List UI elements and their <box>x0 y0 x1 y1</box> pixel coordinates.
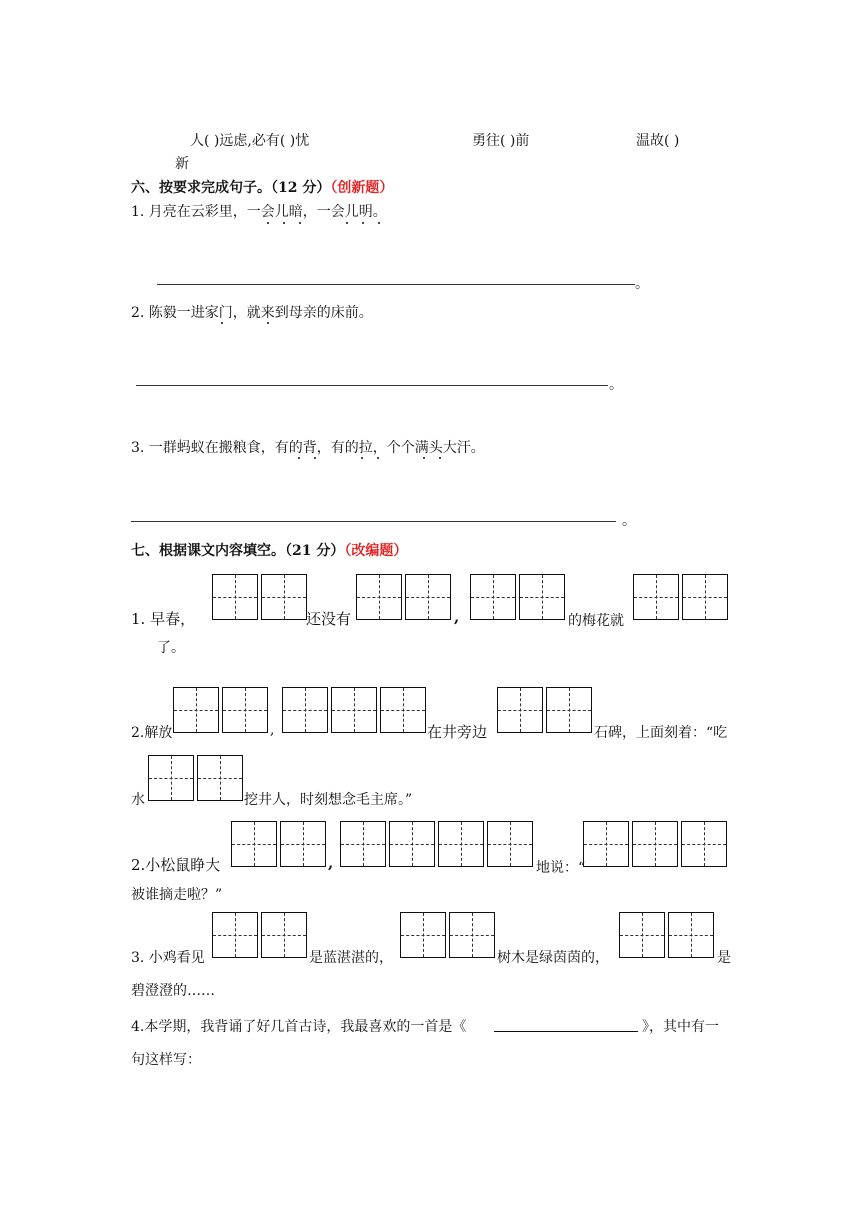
char-cell[interactable] <box>619 912 665 958</box>
s7-q4-text-c: 树木是绿茵茵的， <box>497 950 609 966</box>
char-cell[interactable] <box>519 574 565 620</box>
emphasis-dot <box>439 457 441 459</box>
idiom-3-continuation: 新 <box>175 156 189 172</box>
char-cell[interactable] <box>497 687 543 733</box>
char-grid[interactable] <box>470 574 565 621</box>
char-cell[interactable] <box>632 821 678 867</box>
s7-q3-text-b: , <box>328 854 334 872</box>
char-grid[interactable] <box>148 755 243 802</box>
s7-q4-text-d: 是 <box>717 950 731 966</box>
period-1: 。 <box>635 276 649 292</box>
char-cell[interactable] <box>389 821 435 867</box>
char-grid[interactable] <box>400 912 495 959</box>
char-grid[interactable] <box>633 574 728 621</box>
char-cell[interactable] <box>261 912 307 958</box>
char-cell[interactable] <box>212 574 258 620</box>
char-cell[interactable] <box>282 687 328 733</box>
emphasis-dot <box>378 222 380 224</box>
s7-q1-text-d: 的梅花就 <box>568 613 624 629</box>
char-grid[interactable] <box>212 574 307 621</box>
char-cell[interactable] <box>280 821 326 867</box>
emphasis-dot <box>221 322 223 324</box>
s7-q2-text-e: 水 <box>131 792 145 808</box>
section-6-title: 六、按要求完成句子。（12 分） <box>131 180 331 196</box>
char-grid[interactable] <box>282 687 426 734</box>
char-cell[interactable] <box>148 755 194 801</box>
char-cell[interactable] <box>380 687 426 733</box>
char-cell[interactable] <box>633 574 679 620</box>
s7-q2-text-f: 挖井人，时刻想念毛主席。” <box>244 792 413 808</box>
char-cell[interactable] <box>231 821 277 867</box>
s7-q2-text-d: 石碑，上面刻着：“吃 <box>594 725 728 741</box>
poem-title-blank[interactable] <box>494 1031 638 1032</box>
answer-line-3[interactable] <box>131 521 616 522</box>
section-7-tag: （改编题） <box>344 543 408 559</box>
char-cell[interactable] <box>356 574 402 620</box>
emphasis-dot <box>299 222 301 224</box>
emphasis-dot <box>361 457 363 459</box>
s7-q1-text-c: , <box>454 608 460 626</box>
s6-question-1: 1. 月亮在云彩里，一会儿暗，一会儿明。 <box>131 204 387 220</box>
s7-q5-text-a: 4.本学期，我背诵了好几首古诗，我最喜欢的一首是《 <box>131 1019 467 1035</box>
char-cell[interactable] <box>331 687 377 733</box>
emphasis-dot <box>377 457 379 459</box>
s7-q5-text-b: 》，其中有一 <box>642 1019 719 1035</box>
s7-q2-text-c: 在井旁边 <box>427 723 488 741</box>
idiom-2: 勇往( )前 <box>472 133 530 149</box>
section-6-heading <box>131 177 393 197</box>
s7-q1-text-b: 还没有 <box>306 610 352 628</box>
char-cell[interactable] <box>197 755 243 801</box>
char-grid[interactable] <box>173 687 268 734</box>
s7-q2-text-b: , <box>270 722 275 738</box>
char-cell[interactable] <box>212 912 258 958</box>
idiom-3: 温故( ) <box>636 133 680 149</box>
section-7-title: 七、根据课文内容填空。（21 分） <box>131 543 345 559</box>
emphasis-dot <box>298 457 300 459</box>
char-cell[interactable] <box>173 687 219 733</box>
emphasis-dot <box>314 457 316 459</box>
s7-q4-text-b: 是蓝湛湛的， <box>309 950 393 966</box>
char-cell[interactable] <box>261 574 307 620</box>
char-grid[interactable] <box>231 821 326 868</box>
char-grid[interactable] <box>497 687 592 734</box>
answer-line-2[interactable] <box>136 385 608 386</box>
idiom-1: 人( )远虑,必有( )忧 <box>190 133 310 149</box>
emphasis-dot <box>346 222 348 224</box>
s7-q3-text-a: 2.小松鼠睁大 <box>131 856 221 874</box>
char-cell[interactable] <box>400 912 446 958</box>
char-cell[interactable] <box>583 821 629 867</box>
char-grid[interactable] <box>340 821 533 868</box>
char-grid[interactable] <box>212 912 307 959</box>
char-cell[interactable] <box>682 574 728 620</box>
answer-line-1[interactable] <box>157 284 635 285</box>
char-cell[interactable] <box>681 821 727 867</box>
emphasis-dot <box>267 322 269 324</box>
char-grid[interactable] <box>619 912 714 959</box>
char-cell[interactable] <box>546 687 592 733</box>
emphasis-dot <box>267 222 269 224</box>
char-cell[interactable] <box>405 574 451 620</box>
emphasis-dot <box>362 222 364 224</box>
char-grid[interactable] <box>583 821 727 868</box>
emphasis-dot <box>423 457 425 459</box>
char-cell[interactable] <box>449 912 495 958</box>
s7-q2-text-a: 2.解放 <box>131 725 173 741</box>
s7-q3-text-c: 地说：“ <box>536 860 586 876</box>
s6-question-2: 2. 陈毅一进家门，就来到母亲的床前。 <box>131 305 373 321</box>
char-cell[interactable] <box>487 821 533 867</box>
char-cell[interactable] <box>340 821 386 867</box>
char-cell[interactable] <box>222 687 268 733</box>
s7-q1-text-e: 了。 <box>157 640 185 656</box>
section-6-tag: （创新题） <box>330 180 394 196</box>
s6-question-3: 3. 一群蚂蚁在搬粮食，有的背，有的拉，个个满头大汗。 <box>131 440 485 456</box>
period-3: 。 <box>622 513 636 529</box>
section-7-heading <box>131 540 407 560</box>
period-2: 。 <box>609 377 623 393</box>
char-cell[interactable] <box>668 912 714 958</box>
s7-q3-text-d: 被谁摘走啦？” <box>131 887 223 903</box>
s7-q5-text-c: 句这样写： <box>131 1052 201 1068</box>
char-cell[interactable] <box>438 821 484 867</box>
s7-q4-text-e: 碧澄澄的…… <box>131 983 215 999</box>
s7-q1-text-a: 1. 早春， <box>131 610 196 628</box>
char-grid[interactable] <box>356 574 451 621</box>
emphasis-dot <box>283 222 285 224</box>
char-cell[interactable] <box>470 574 516 620</box>
s7-q4-text-a: 3. 小鸡看见 <box>131 950 205 966</box>
